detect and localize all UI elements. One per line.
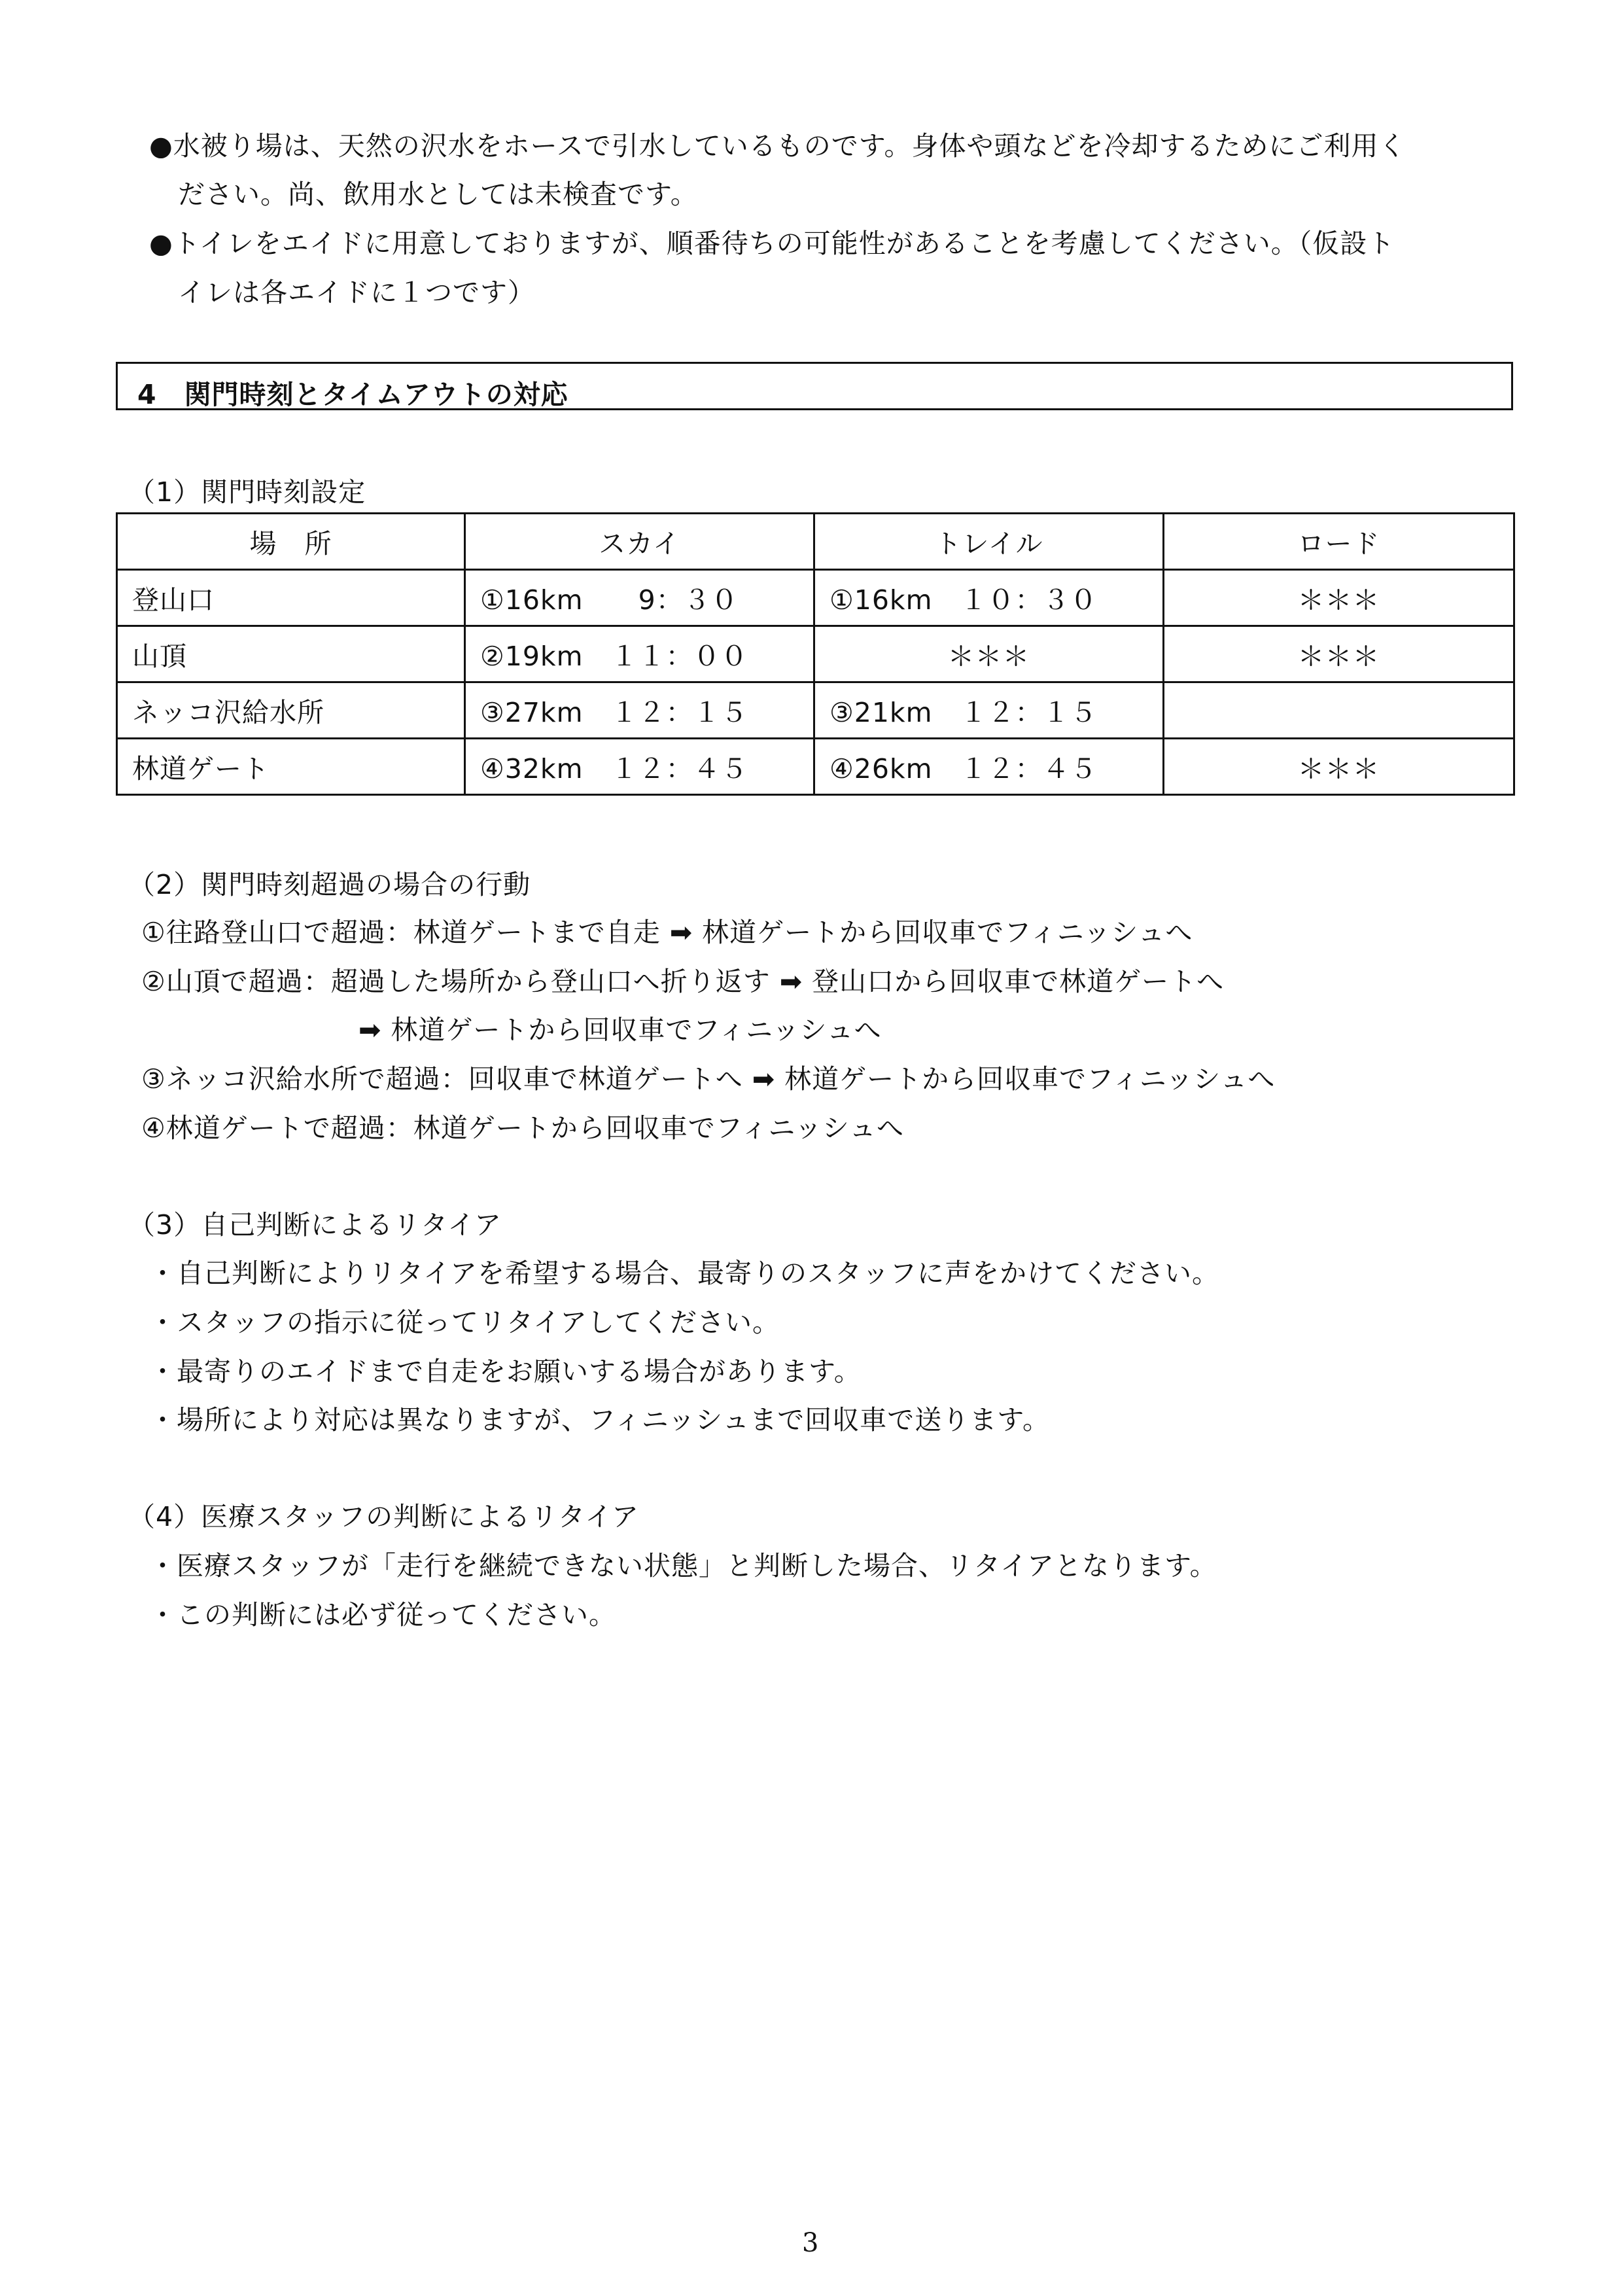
table-cell: 林道ゲート — [117, 739, 465, 795]
sub3-line: ・最寄りのエイドまで自走をお願いする場合があります。 — [149, 1356, 862, 1387]
table-cell: ①16km 9：３０ — [465, 570, 814, 626]
sub4-line: ・この判断には必ず従ってください。 — [149, 1599, 616, 1631]
table-cell: ②19km １１：００ — [465, 626, 814, 682]
page-number: 3 — [802, 2228, 819, 2258]
sub1-heading: （1）関門時刻設定 — [128, 476, 366, 508]
table-row — [117, 682, 1514, 739]
table-cell: 登山口 — [117, 570, 465, 626]
table-row — [117, 570, 1514, 626]
table-header-cell: ロード — [1164, 514, 1514, 570]
table-cell: ③21km １２：１５ — [814, 682, 1164, 739]
sub4-line: ・医療スタッフが「走行を継続できない状態」と判断した場合、リタイアとなります。 — [149, 1550, 1217, 1581]
sub2-line: ②山頂で超過：超過した場所から登山口へ折り返す ➡ 登山口から回収車で林道ゲートへ — [141, 966, 1225, 997]
table-cell: ＊＊＊ — [814, 626, 1164, 682]
bullet-toilet-line1: ●トイレをエイドに用意しておりますが、順番待ちの可能性があることを考慮してください。（仮設ト — [149, 228, 1395, 259]
table-header-cell: スカイ — [465, 514, 814, 570]
section-title: 4 関門時刻とタイムアウトの対応 — [137, 379, 568, 410]
sub2-line: ①往路登山口で超過：林道ゲートまで自走 ➡ 林道ゲートから回収車でフィニッシュへ — [141, 917, 1193, 948]
table-cell: ④32km １２：４５ — [465, 739, 814, 795]
table-row — [117, 626, 1514, 682]
bullet-toilet-line2: イレは各エイドに１つです） — [178, 277, 535, 308]
sub3-heading: （3）自己判断によるリタイア — [128, 1209, 502, 1241]
table-cell: ネッコ沢給水所 — [117, 682, 465, 739]
sub3-line: ・スタッフの指示に従ってリタイアしてください。 — [149, 1307, 780, 1338]
sub2-line: ③ネッコ沢給水所で超過：回収車で林道ゲートへ ➡ 林道ゲートから回収車でフィニッシュへ — [141, 1063, 1276, 1095]
table-cell: ①16km １０：３０ — [814, 570, 1164, 626]
table-row — [117, 739, 1514, 795]
table-cell: 山頂 — [117, 626, 465, 682]
table-cell: ＊＊＊ — [1164, 626, 1514, 682]
gate-time-table — [116, 512, 1515, 796]
table-cell — [1164, 682, 1514, 739]
bullet-water-line1: ●水被り場は、天然の沢水をホースで引水しているものです。身体や頭などを冷却するためにご利用く — [149, 130, 1406, 162]
table-cell: ＊＊＊ — [1164, 739, 1514, 795]
sub3-line: ・自己判断によりリタイアを希望する場合、最寄りのスタッフに声をかけてください。 — [149, 1258, 1219, 1289]
sub2-line: ➡ 林道ゲートから回収車でフィニッシュへ — [358, 1014, 882, 1046]
table-header-cell: トレイル — [814, 514, 1164, 570]
section-heading-box — [116, 362, 1513, 410]
sub2-heading: （2）関門時刻超過の場合の行動 — [128, 869, 531, 900]
table-cell: ＊＊＊ — [1164, 570, 1514, 626]
table-header-cell: 場 所 — [117, 514, 465, 570]
sub4-heading: （4）医療スタッフの判断によるリタイア — [128, 1501, 640, 1532]
table-cell: ③27km １２：１５ — [465, 682, 814, 739]
table-header-row — [117, 514, 1514, 570]
sub2-line: ④林道ゲートで超過：林道ゲートから回収車でフィニッシュへ — [141, 1112, 905, 1144]
bullet-water-line2: ださい。尚、飲用水としては未検査です。 — [178, 179, 698, 210]
table-cell: ④26km １２：４５ — [814, 739, 1164, 795]
sub3-line: ・場所により対応は異なりますが、フィニッシュまで回収車で送ります。 — [149, 1404, 1050, 1436]
